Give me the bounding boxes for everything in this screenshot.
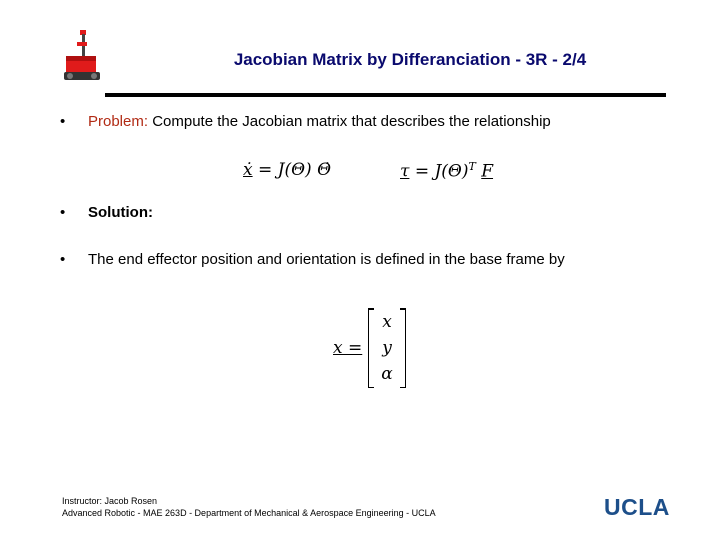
eq2-tail: F (481, 161, 494, 182)
problem-label: Problem: (88, 113, 149, 130)
bullet-marker: • (60, 113, 66, 130)
bullet-marker: • (60, 251, 66, 268)
position-vector (368, 308, 405, 388)
matrix-row-alpha: α (381, 364, 393, 384)
statement-bullet (60, 251, 565, 268)
matrix-lhs: x = (333, 338, 363, 358)
position-vector-equation (333, 308, 406, 388)
eq1-rhs: = J(Θ) Θ̇ (258, 160, 332, 180)
velocity-equation (243, 160, 331, 180)
eq2-lhs: τ (400, 161, 410, 182)
ucla-logo: UCLA (604, 494, 670, 520)
statement-text: The end effector position and orientation is defined in the base frame by (88, 251, 565, 268)
eq1-lhs: ẋ (243, 160, 253, 180)
title-divider (105, 93, 666, 97)
matrix-row-y: y (382, 338, 392, 358)
problem-bullet (60, 113, 551, 130)
eq2-rhs: = J(Θ) (414, 161, 469, 182)
torque-equation (400, 160, 493, 182)
slide-title: Jacobian Matrix by Differanciation - 3R - 2/4 (233, 50, 587, 69)
problem-text: Compute the Jacobian matrix that describes the relationship (148, 113, 551, 130)
solution-bullet (60, 204, 153, 221)
footer-course: Advanced Robotic - MAE 263D - Department of Mechanical & Aerospace Engineering - UCLA (62, 508, 436, 518)
eq2-sup: T (468, 160, 476, 173)
matrix-row-x: x (382, 312, 392, 332)
footer-instructor: Instructor: Jacob Rosen (62, 496, 158, 506)
bullet-marker: • (60, 204, 66, 221)
robot-logo-icon (60, 28, 104, 90)
solution-label: Solution: (88, 204, 153, 221)
footer (62, 495, 436, 519)
